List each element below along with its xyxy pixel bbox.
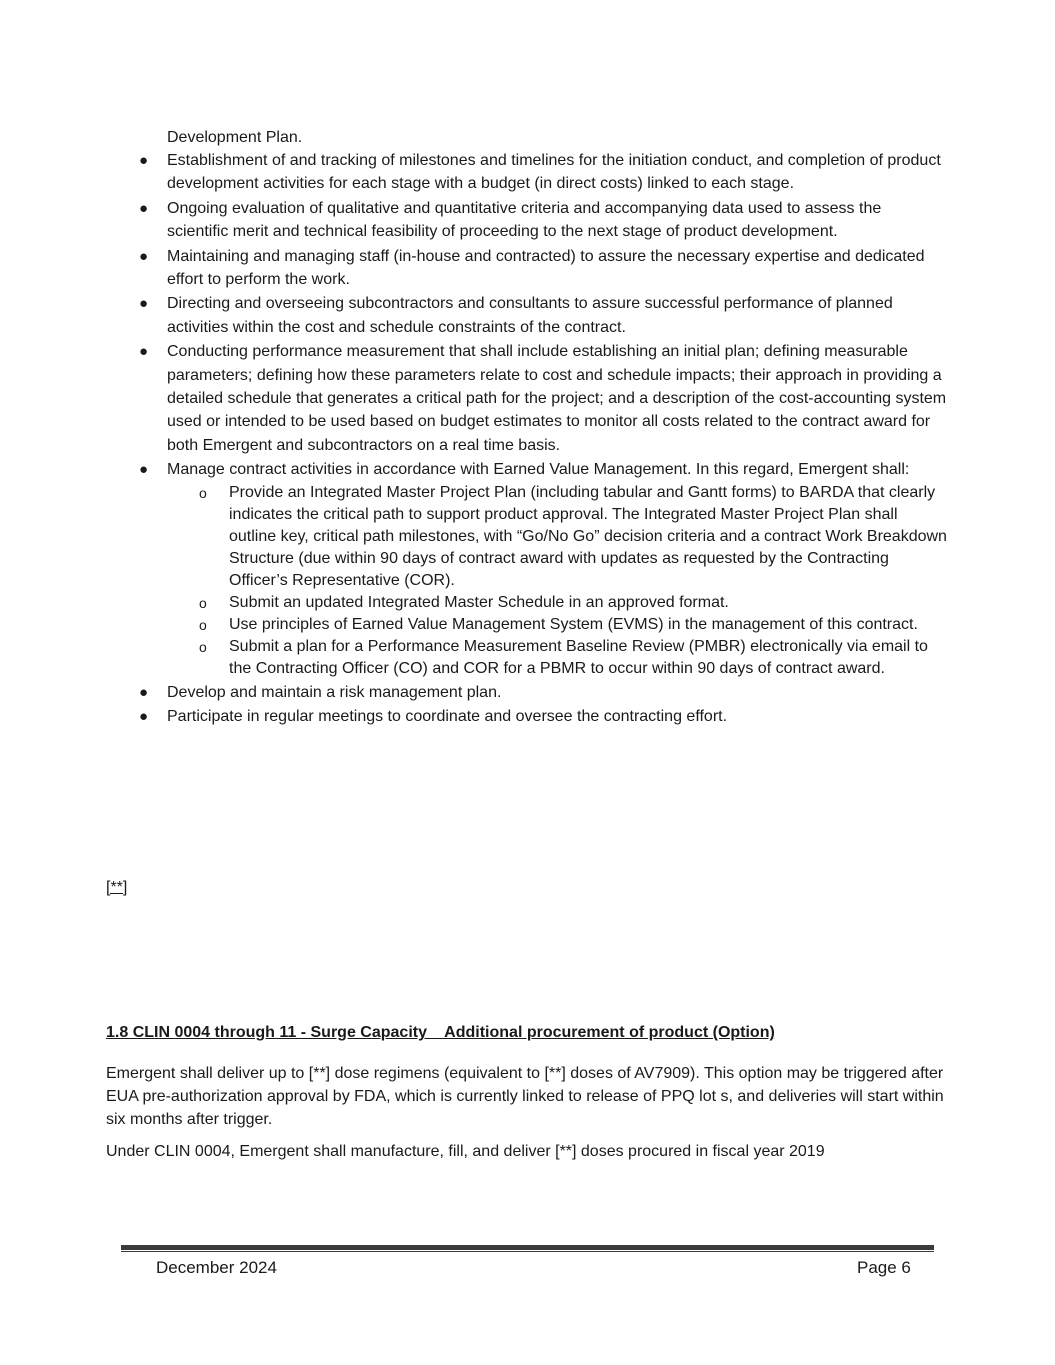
list-item-text: Ongoing evaluation of qualitative and quantitative criteria and accompanying data used to assess the scientific merit and technical feasibility of proceeding to the next stage of product development.	[167, 199, 882, 241]
list-item-text: Directing and overseeing subcontractors and consultants to assure successful performance of planned activities within the cost and schedule constraints of the contract.	[167, 295, 893, 336]
list-item	[137, 458, 947, 679]
sub-list-item-text: Use principles of Earned Value Management System (EVMS) in the management of this contract.	[229, 615, 918, 633]
sub-list-item	[167, 636, 947, 680]
circle-bullet-icon: o	[199, 616, 207, 633]
list-item	[137, 245, 947, 292]
bullet-icon: ●	[139, 247, 149, 265]
list-item	[137, 197, 947, 244]
footer-date: December 2024	[156, 1258, 277, 1277]
footer-divider-thin	[121, 1251, 934, 1252]
sub-list-item-text: Provide an Integrated Master Project Plan (including tabular and Gantt forms) to BARDA that clearly indicates the critical path to support product approval. The Integrated Master Project Plan shall outline key, critical path milestones, with “Go/No Go” decision criteria and a contract Work Breakdown Structure (due within 90 days of contract award with updates as requested by the Contracting Officer’s Representative (COR).	[229, 483, 947, 589]
list-item	[137, 705, 947, 728]
sub-list-item-text: Submit an updated Integrated Master Schedule in an approved format.	[229, 593, 729, 611]
bullet-icon: ●	[139, 199, 149, 217]
continuation-text: Development Plan.	[167, 129, 303, 146]
requirements-list	[137, 149, 947, 730]
list-item	[137, 292, 947, 339]
list-item	[137, 681, 947, 704]
bullet-icon: ●	[139, 152, 149, 169]
list-item-text: Develop and maintain a risk management plan.	[167, 683, 502, 701]
evm-sub-list	[167, 482, 947, 680]
page-number: Page 6	[857, 1258, 911, 1277]
section-heading: 1.8 CLIN 0004 through 11 - Surge Capacity Additional procurement of product (Option)	[106, 1024, 775, 1041]
sub-list-item-text: Submit a plan for a Performance Measurement Baseline Review (PMBR) electronically via email to the Contracting Officer (CO) and COR for a PBMR to occur within 90 days of contract award.	[229, 637, 928, 677]
list-item-text: Conducting performance measurement that shall include establishing an initial plan; defining measurable parameters; defining how these parameters relate to cost and schedule impacts; their approach in providing a detailed schedule that generates a critical path for the project; and a description of the cost-accounting system used or intended to be used based on budget estimates to monitor all costs related to the contract award for both Emergent and subcontractors on a real time basis.	[167, 343, 947, 454]
bullet-icon: ●	[139, 683, 149, 701]
paragraph-delivery: Emergent shall deliver up to [**] dose regimens (equivalent to [**] doses of AV7909). This option may be triggered after EUA pre-authorization approval by FDA, which is currently linked to release of PPQ lot s, and deliveries will start within six months after trigger.	[106, 1065, 944, 1128]
circle-bullet-icon: o	[199, 638, 207, 655]
footer-divider	[121, 1245, 934, 1250]
list-item	[137, 149, 947, 196]
circle-bullet-icon: o	[199, 484, 207, 501]
list-item-text: Participate in regular meetings to coordinate and oversee the contracting effort.	[167, 708, 728, 726]
list-item	[137, 340, 947, 457]
list-item-text: Establishment of and tracking of milestones and timelines for the initiation conduct, and completion of product development activities for each stage with a budget (in direct costs) linked to each stage.	[167, 152, 941, 193]
list-item-text: Maintaining and managing staff (in-house and contracted) to assure the necessary expertise and dedicated effort to perform the work.	[167, 247, 925, 289]
bullet-icon: ●	[139, 343, 149, 361]
bullet-icon: ●	[139, 708, 149, 726]
redaction-note: [**]	[106, 879, 128, 896]
bullet-icon: ●	[139, 295, 149, 313]
sub-list-item	[167, 482, 947, 592]
list-item-text: Manage contract activities in accordance with Earned Value Management. In this regard, Emergent shall:	[167, 461, 910, 479]
circle-bullet-icon: o	[199, 594, 207, 611]
sub-list-item	[167, 592, 947, 614]
paragraph-clin-0004: Under CLIN 0004, Emergent shall manufacture, fill, and deliver [**] doses procured in fiscal year 2019	[106, 1143, 825, 1160]
bullet-icon: ●	[139, 461, 149, 479]
sub-list-item	[167, 614, 947, 636]
